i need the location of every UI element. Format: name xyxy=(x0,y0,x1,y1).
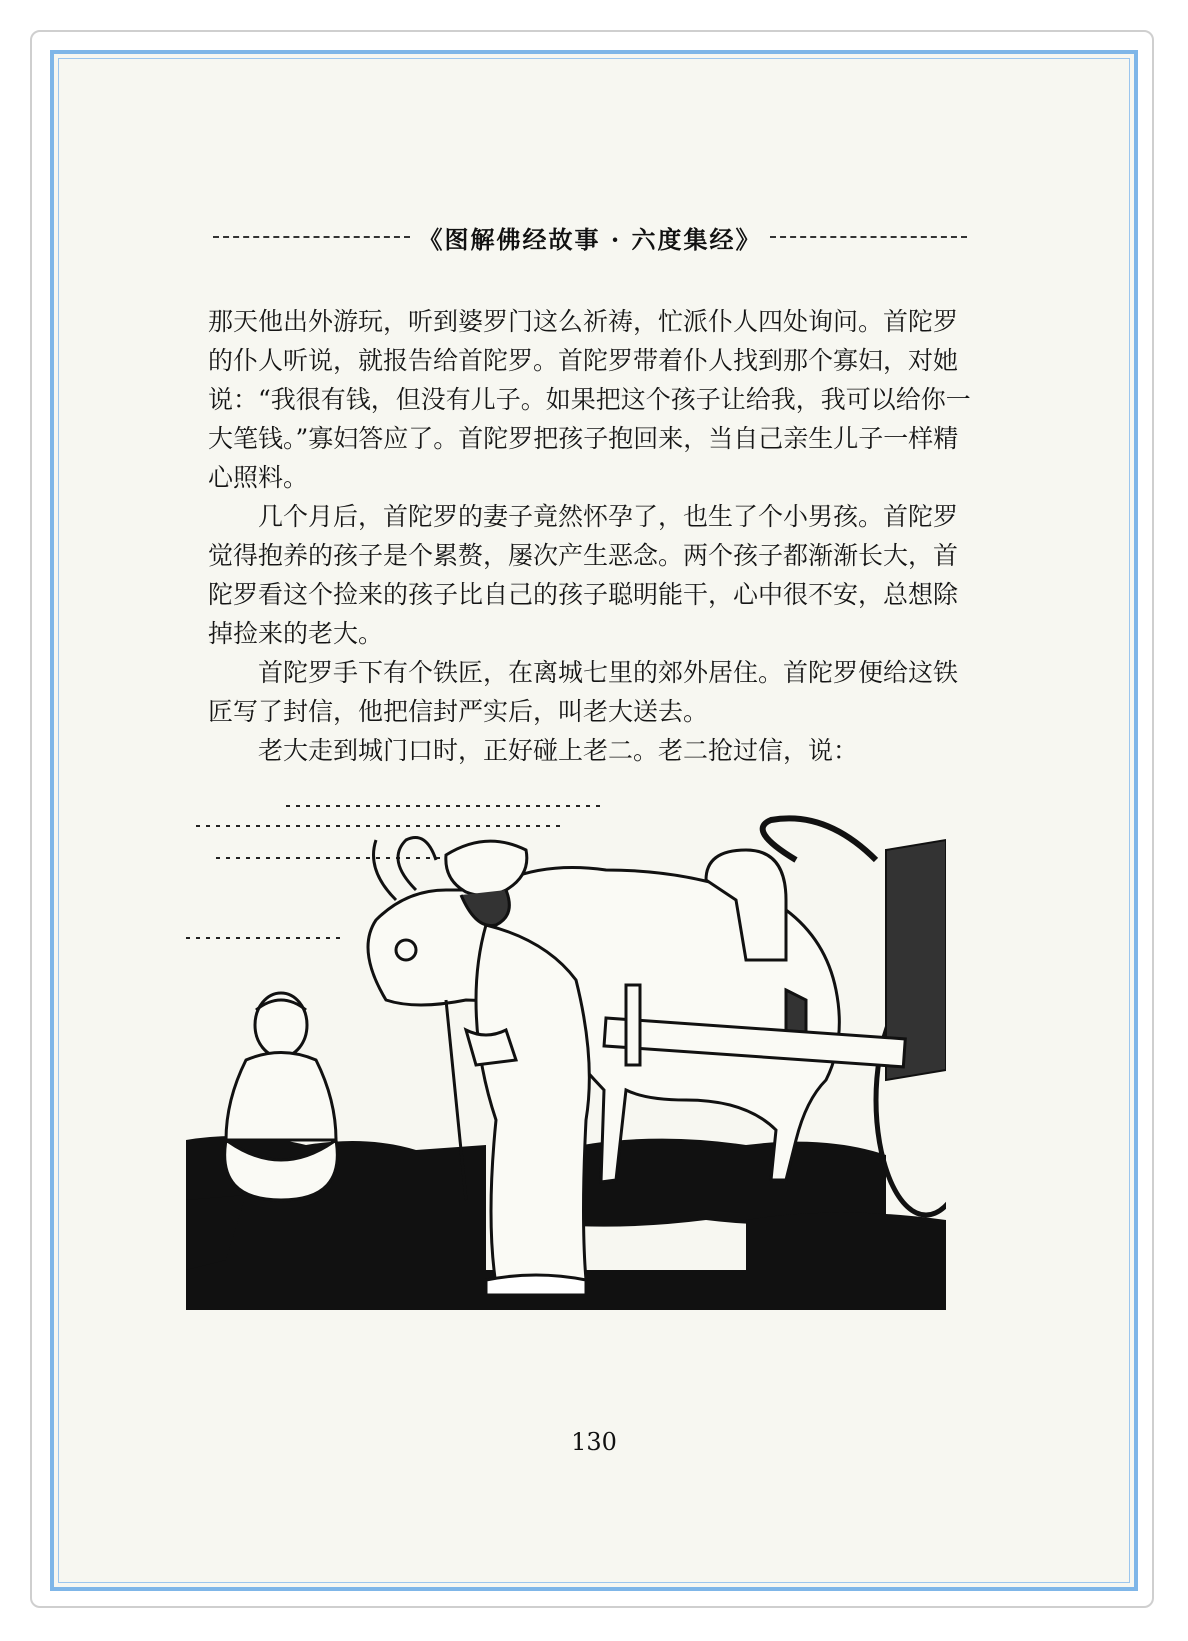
page-number: 130 xyxy=(571,1428,617,1456)
paragraph: 老大走到城门口时，正好碰上老二。老二抢过信，说： xyxy=(258,736,859,765)
paragraph: 首陀罗手下有个铁匠，在离城七里的郊外居住。首陀罗便给这铁匠写了封信，他把信封严实后，叫老大送去。 xyxy=(208,658,959,726)
story-text xyxy=(208,302,978,770)
story-illustration xyxy=(186,800,946,1320)
header-rule-right xyxy=(770,236,967,238)
header-rule-left xyxy=(213,236,410,238)
paragraph: 几个月后，首陀罗的妻子竟然怀孕了，也生了个小男孩。首陀罗觉得抱养的孩子是个累赘，屡次产生恶念。两个孩子都渐渐长大，首陀罗看这个捡来的孩子比自己的孩子聪明能干，心中很不安，总想除掉捡来的老大。 xyxy=(208,502,959,648)
book-title: 《图解佛经故事 · 六度集经》 xyxy=(418,224,762,254)
paragraph: 那天他出外游玩，听到婆罗门这么祈祷，忙派仆人四处询问。首陀罗的仆人听说，就报告给首陀罗。首陀罗带着仆人找到那个寡妇，对她说：“我很有钱，但没有儿子。如果把这个孩子让给我，我可以给你一大笔钱。”寡妇答应了。首陀罗把孩子抱回来，当自己亲生儿子一样精心照料。 xyxy=(208,307,971,492)
boy-figure xyxy=(225,993,338,1200)
ox xyxy=(368,838,839,1183)
running-header xyxy=(205,222,975,252)
